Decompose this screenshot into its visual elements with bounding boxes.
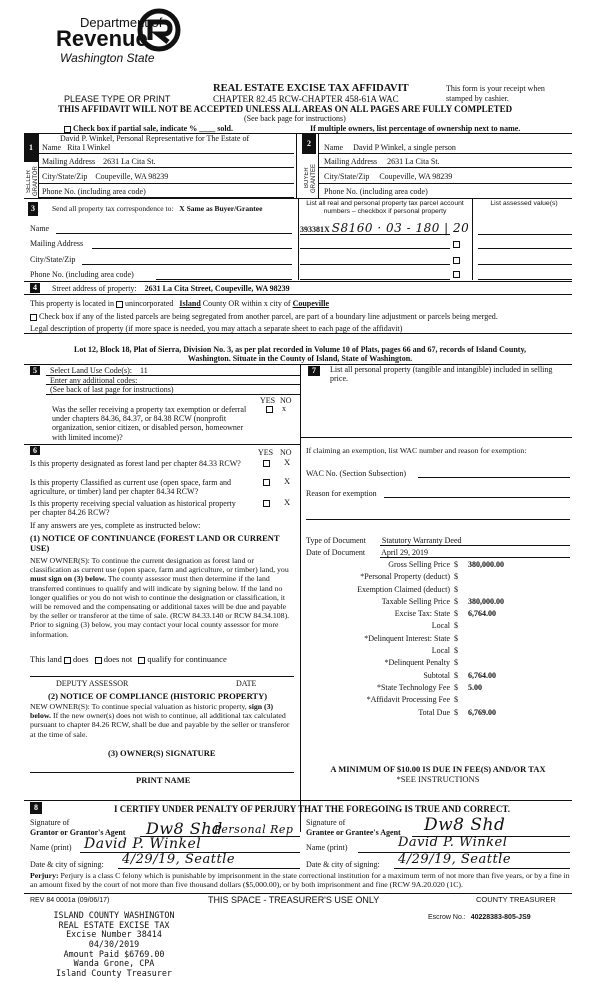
tax-row-currency: $ <box>454 695 458 705</box>
exemption-answer: x <box>282 404 286 413</box>
city-value: Coupeville <box>292 299 330 308</box>
parcel-header: List all real and personal property tax parcel account numbers – checkbox if personal property <box>306 200 464 215</box>
buyer-name-label: Name <box>324 143 344 152</box>
notice1-text <box>30 556 294 639</box>
tax-row-currency: $ <box>454 633 458 643</box>
land-use-see-back: (See back of last page for instructions) <box>50 385 174 394</box>
land-use-select-label: Select Land Use Code(s): <box>50 366 132 375</box>
tax-row-currency: $ <box>454 646 458 656</box>
tax-row <box>306 597 572 609</box>
tax-row-value: 380,000.00 <box>468 596 504 606</box>
notice2-text-b: If the new owner(s) does not wish to continue, all additional tax calculated pursuant to chapter 84.26 RCW, shall be due and payable by the seller or transferor at the time of sale. <box>30 711 290 739</box>
qualify-label: qualify for continuance <box>147 654 227 664</box>
certify-title: I CERTIFY UNDER PENALTY OF PERJURY THAT THE FOREGOING IS TRUE AND CORRECT. <box>114 804 511 814</box>
tax-row-value: 6,764.00 <box>468 609 496 619</box>
legal-text-2: Washington. Situate in the County of Island, State of Washington. <box>187 354 413 363</box>
buyer-name-value: David P Winkel, a single person <box>353 143 456 152</box>
segregated-checkbox[interactable] <box>30 314 37 321</box>
grantor-date: 4/29/19, Seattle <box>122 852 236 867</box>
doc-date-row <box>306 548 428 557</box>
unincorporated-label: unincorporated <box>124 299 174 308</box>
dor-logo <box>56 6 186 76</box>
deputy-date: DATE <box>236 679 257 688</box>
buyer-side-label: BUYER GRANTEE <box>304 163 317 193</box>
grantor-name: David P. Winkel <box>84 836 202 852</box>
tax-row-label: Excise Tax: State <box>394 609 450 619</box>
land-does-label: This land <box>30 654 62 664</box>
tax-row-label: Local <box>431 646 450 656</box>
please-type: PLEASE TYPE OR PRINT <box>64 94 171 104</box>
partial-sale <box>64 124 233 133</box>
escrow-row <box>428 914 531 922</box>
qualify-checkbox[interactable] <box>138 657 145 664</box>
deputy-assessor: DEPUTY ASSESSOR <box>56 679 129 688</box>
assessed-header: List assessed value(s) <box>490 200 558 207</box>
grantor-sig-note: Personal Rep <box>214 823 294 836</box>
tax-row-label: Local <box>431 621 450 631</box>
forest-yes-header: YES <box>258 448 274 457</box>
seller-city-row <box>42 172 168 181</box>
tax-row <box>306 658 572 670</box>
treasurer-space: THIS SPACE - TREASURER'S USE ONLY <box>208 895 380 905</box>
grantee-sig-of: Signature of <box>306 818 346 827</box>
forest-q2: Is this property Classified as current use (open space, farm and agriculture, or timber) land per chapter 84.34 RCW? <box>30 478 232 497</box>
seller-city-label: City/State/Zip <box>42 172 88 181</box>
tax-row-currency: $ <box>454 584 458 594</box>
legal-text-1: Lot 12, Block 18, Plat of Sierra, Division No. 3, as per plat recorded in Volume 10 of Plats, pages 66 and 67, records of Island County, <box>73 345 527 354</box>
buyer-phone-label: Phone No. (including area code) <box>324 187 428 196</box>
tax-row <box>306 695 572 707</box>
doc-type-label: Type of Document <box>306 536 366 545</box>
forest-q3-yes-checkbox[interactable] <box>263 500 270 507</box>
land-use-select-row <box>50 366 148 375</box>
perjury-label: Perjury: <box>30 871 59 880</box>
parcel-typed: 393381 <box>300 225 324 234</box>
tax-row-currency: $ <box>454 670 458 680</box>
partial-sale-checkbox[interactable] <box>64 126 71 133</box>
stamp-line: Island County Treasurer <box>56 967 172 978</box>
forest-no-header: NO <box>280 448 292 457</box>
tax-row-currency: $ <box>454 609 458 619</box>
tax-row-currency: $ <box>454 596 458 606</box>
located-row <box>30 299 329 308</box>
does-checkbox[interactable] <box>64 657 71 664</box>
forest-q3-answer: X <box>284 497 291 507</box>
seller-name-row <box>42 143 292 152</box>
treasurer-stamp <box>44 911 184 979</box>
land-use-no-header: NO <box>280 396 292 405</box>
tax-row <box>306 646 572 658</box>
segregated-label: Check box if any of the listed parcels are being segregated from another parcel, are part of a boundary line adjustment or parcels being merged. <box>39 312 498 321</box>
forest-q1-yes-checkbox[interactable] <box>263 460 270 467</box>
section-3-number: 3 <box>28 202 38 216</box>
notice2-title: (2) NOTICE OF COMPLIANCE (HISTORIC PROPERTY) <box>48 691 268 701</box>
tax-row-label: Exemption Claimed (deduct) <box>357 584 450 594</box>
tax-row-value: 6,764.00 <box>468 670 496 680</box>
stamp-line: REAL ESTATE EXCISE TAX <box>58 919 170 930</box>
tax-row-label: Subtotal <box>423 670 450 680</box>
dept-line1: Department of <box>80 15 163 30</box>
tax-row-label: *Delinquent Penalty <box>384 658 450 668</box>
tax-row-label: *Affidavit Processing Fee <box>366 695 450 705</box>
buyer-mailing-row <box>324 157 440 166</box>
correspondence-same-as: X Same as Buyer/Grantee <box>179 204 263 213</box>
grantor-signature: Dw8 Shd <box>146 819 223 838</box>
stamp-line: Wanda Grone, CPA <box>73 958 155 969</box>
tax-row-value: 5.00 <box>468 682 482 692</box>
see-instructions: *SEE INSTRUCTIONS <box>396 774 480 784</box>
section-5-number: 5 <box>30 366 40 375</box>
forest-any-yes: If any answers are yes, complete as instructed below: <box>30 521 201 530</box>
seller-phone-label: Phone No. (including area code) <box>42 187 146 196</box>
parcel-2-checkbox[interactable] <box>453 241 460 248</box>
corr-city-label: City/State/Zip <box>30 255 76 264</box>
form-chapter: CHAPTER 82.45 RCW-CHAPTER 458-61A WAC <box>213 94 399 104</box>
see-back: (See back page for instructions) <box>244 114 346 123</box>
county-treasurer: COUNTY TREASURER <box>476 895 556 904</box>
tax-row <box>306 683 572 695</box>
parcel-check: X <box>324 225 330 234</box>
stamp-line: Excise Number 38414 <box>66 929 162 940</box>
street-row <box>52 284 290 293</box>
tax-row-label: Taxable Selling Price <box>381 596 450 606</box>
stamp-line: Amount Paid $6769.00 <box>63 948 165 959</box>
grantee-agent-label: Grantee or Grantee's Agent <box>306 828 401 837</box>
land-use-yes-header: YES <box>260 396 276 405</box>
tax-row <box>306 634 572 646</box>
form-title: REAL ESTATE EXCISE TAX AFFIDAVIT <box>213 83 409 94</box>
unincorporated-checkbox[interactable] <box>116 301 123 308</box>
print-name: PRINT NAME <box>136 775 191 785</box>
correspondence-label: Send all property tax correspondence to: <box>52 204 174 213</box>
street-value: 2631 La Cita Street, Coupeville, WA 98239 <box>144 284 290 293</box>
corr-name-label: Name <box>30 224 50 233</box>
exemption-wac-question: If claiming an exemption, list WAC number and reason for exemption: <box>306 446 527 455</box>
wac-label: WAC No. (Section Subsection) <box>306 469 406 478</box>
tax-row-currency: $ <box>454 682 458 692</box>
parcel-3-checkbox[interactable] <box>453 257 460 264</box>
dor-swoosh-icon <box>136 8 182 52</box>
section-2-number: 2 <box>302 134 316 154</box>
tax-row <box>306 708 572 720</box>
owner-signature: (3) OWNER(S) SIGNATURE <box>108 748 216 758</box>
seller-mailing-value: 2631 La Cita St. <box>103 157 156 166</box>
seller-city-value: Coupeville, WA 98239 <box>95 172 169 181</box>
buyer-city-value: Coupeville, WA 98239 <box>379 172 453 181</box>
legal-label: Legal description of property (if more space is needed, you may attach a separate sheet to each page of the affidavit) <box>30 324 403 333</box>
section-4-number: 4 <box>30 283 40 293</box>
exemption-question: Was the seller receiving a property tax exemption or deferral under chapters 84.36, 84.37, or 84.38 RCW (nonprofit organization, senior citizen, or disabled person, homeowner with limited income)? <box>52 405 247 442</box>
tax-row <box>306 572 572 584</box>
grantee-signature: Dw8 Shd <box>424 815 506 835</box>
tax-table <box>306 560 572 720</box>
buyer-name-row <box>324 143 456 152</box>
correspondence-row <box>52 205 262 214</box>
land-use-code: 11 <box>139 366 148 375</box>
section-1-number: 1 <box>24 134 38 162</box>
grantee-date: 4/29/19, Seattle <box>398 852 512 867</box>
located-text: This property is located in <box>30 299 114 308</box>
personal-property-text: List all personal property (tangible and intangible) included in selling price. <box>330 365 553 384</box>
seller-mailing-row <box>42 157 156 166</box>
parcel-4-checkbox[interactable] <box>453 271 460 278</box>
seller-side-label: SELLER GRANTOR <box>26 166 39 196</box>
warning-text: THIS AFFIDAVIT WILL NOT BE ACCEPTED UNLESS ALL AREAS ON ALL PAGES ARE FULLY COMPLETED <box>58 104 513 114</box>
tax-row-label: *Delinquent Interest: State <box>364 633 450 643</box>
county-value: Island <box>179 299 201 308</box>
grantee-name-label: Name (print) <box>306 843 348 852</box>
buyer-city-label: City/State/Zip <box>324 172 370 181</box>
tax-row-label: *Personal Property (deduct) <box>360 572 450 582</box>
segregated-row <box>30 312 498 321</box>
does-not-checkbox[interactable] <box>95 657 102 664</box>
perjury-text: Perjury is a class C felony which is punishable by imprisonment in the state correctional institution for a maximum term of not more than five years, or by a fine in an amount fixed by the court of not more than five thousand dollars ($5,000.00), or by both imprisonment and fine (RCW 9A.20.020 (1C). <box>30 871 570 889</box>
tax-row <box>306 671 572 683</box>
land-does-row <box>30 655 227 665</box>
tax-row-label: *State Technology Fee <box>376 682 450 692</box>
section-6-number: 6 <box>30 446 40 455</box>
corr-mailing-label: Mailing Address <box>30 239 84 248</box>
buyer-mailing-value: 2631 La Cita St. <box>387 157 440 166</box>
forest-q3: Is this property receiving special valuation as historical property per chapter 84.26 RCW? <box>30 499 236 518</box>
grantee-date-label: Date & city of signing: <box>306 860 380 869</box>
partial-sale-label: Check box if partial sale, indicate % ____ sold. <box>73 124 234 133</box>
seller-name-label: Name <box>42 143 62 152</box>
grantor-agent-label: Grantor or Grantor's Agent <box>30 828 126 837</box>
street-label: Street address of property: <box>52 284 137 293</box>
tax-row <box>306 560 572 572</box>
additional-codes: Enter any additional codes: <box>50 376 138 385</box>
stamp-line: 04/30/2019 <box>88 938 140 949</box>
tax-row-value: 380,000.00 <box>468 560 504 569</box>
minimum-due: A MINIMUM OF $10.00 IS DUE IN FEE(S) AND/OR TAX <box>330 764 546 774</box>
buyer-city-row <box>324 172 452 181</box>
section-7-number: 7 <box>308 366 320 376</box>
grantor-name-label: Name (print) <box>30 843 72 852</box>
doc-date-value: April 29, 2019 <box>381 548 428 557</box>
tax-row-currency: $ <box>454 621 458 631</box>
tax-row-value: 6,769.00 <box>468 707 496 717</box>
seller-mailing-label: Mailing Address <box>42 157 96 166</box>
does-label: does <box>73 654 89 664</box>
notice1-text-a: NEW OWNER(S): To continue the current designation as forest land or classification as current use (open space, farm and agriculture, or timber) land, you <box>30 556 289 575</box>
county-suffix: County OR within x city of <box>202 299 291 308</box>
grantor-date-label: Date & city of signing: <box>30 860 104 869</box>
notice1-text-b: The county assessor must then determine if the land transferred continues to qualify and will indicate by signing below. If the land no longer qualifies or you do not wish to continue the designation or classification, it will be removed and the compensating or additional taxes will be due and payable by the seller or transferor at the time of sale. (RCW 84.33.140 or RCW 84.34.108). Prior to signing (3) below, you may contact your local county assessor for more information. <box>30 574 290 639</box>
tax-row-currency: $ <box>454 560 458 569</box>
tax-row-currency: $ <box>454 707 458 717</box>
grantor-sig-of: Signature of <box>30 818 70 827</box>
notice1-bold: must sign on (3) below. <box>30 574 107 584</box>
forest-q2-yes-checkbox[interactable] <box>263 479 270 486</box>
doc-type-value: Statutory Warranty Deed <box>381 536 462 545</box>
tax-row <box>306 609 572 621</box>
perjury-statement <box>30 872 572 890</box>
reason-label: Reason for exemption <box>306 489 377 498</box>
escrow-label: Escrow No.: <box>428 914 466 921</box>
forest-q1: Is this property designated as forest land per chapter 84.33 RCW? <box>30 459 241 468</box>
seller-name-note: David P. Winkel, Personal Representative for The Estate of <box>60 134 250 143</box>
section-8-number: 8 <box>30 802 42 814</box>
receipt-note: This form is your receipt when stamped by cashier. <box>446 84 545 103</box>
tax-row-label: Total Due <box>418 707 450 717</box>
stamp-line: ISLAND COUNTY WASHINGTON <box>53 910 175 920</box>
dept-line2: Revenue <box>56 26 148 51</box>
dept-line3: Washington State <box>60 51 155 65</box>
corr-phone-label: Phone No. (including area code) <box>30 270 134 279</box>
forest-q2-answer: X <box>284 476 291 486</box>
seller-name-value: Rita I Winkel <box>67 143 111 152</box>
tax-row-label: Gross Selling Price <box>388 560 450 569</box>
rev-number: REV 84 0001a (09/06/17) <box>30 897 110 904</box>
tax-row-currency: $ <box>454 572 458 582</box>
tax-row <box>306 585 572 597</box>
parcel-handwritten: S8160 · 03 - 180 | 20 <box>331 221 470 235</box>
exemption-yes-checkbox[interactable] <box>266 406 273 413</box>
escrow-value: 40228383-805-JS9 <box>470 914 531 921</box>
notice2-bold: sign (3) below. <box>30 702 274 721</box>
tax-row-currency: $ <box>454 658 458 668</box>
does-not-label: does not <box>103 654 133 664</box>
notice2-text <box>30 702 294 739</box>
notice2-text-a: NEW OWNER(S): To continue special valuation as historic property, <box>30 702 247 711</box>
notice1-title: (1) NOTICE OF CONTINUANCE (FOREST LAND OR CURRENT USE) <box>30 533 280 553</box>
grantee-name: David P. Winkel <box>398 835 508 850</box>
buyer-mailing-label: Mailing Address <box>324 157 378 166</box>
tax-row <box>306 621 572 633</box>
doc-type-row <box>306 536 462 545</box>
doc-date-label: Date of Document <box>306 548 366 557</box>
multiple-owners: If multiple owners, list percentage of ownership next to name. <box>310 124 521 133</box>
forest-q1-answer: X <box>284 457 291 467</box>
